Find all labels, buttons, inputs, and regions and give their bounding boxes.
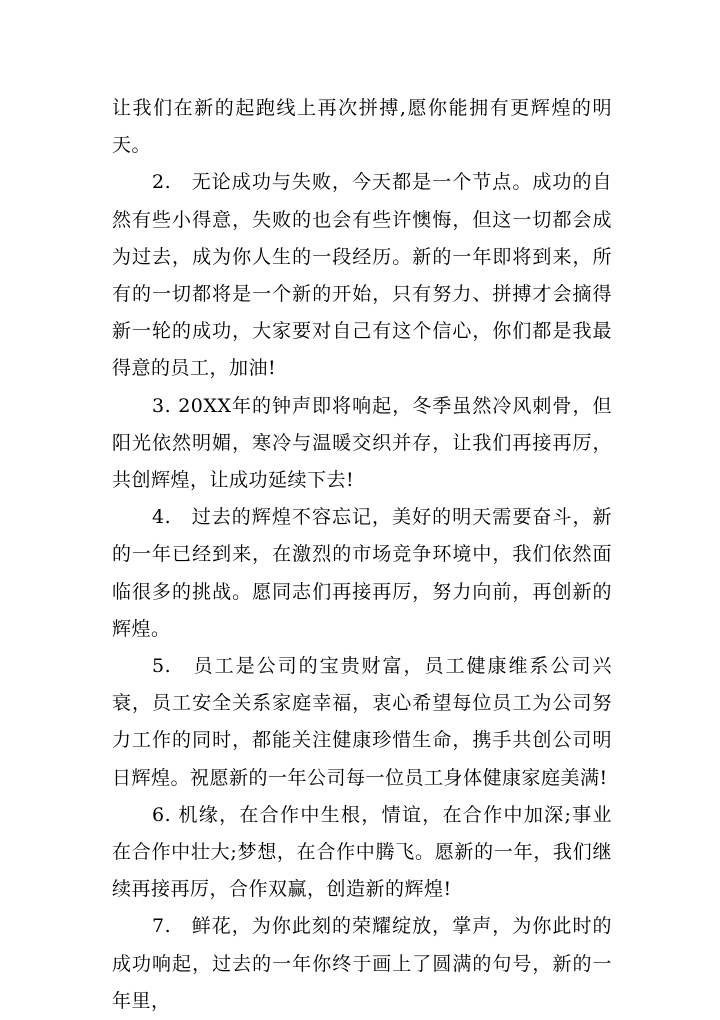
paragraph-continuation: 让我们在新的起跑线上再次拼搏,愿你能拥有更辉煌的明天。: [112, 97, 612, 157]
document-body: [112, 90, 612, 1020]
paragraph-item-4: 4. 过去的辉煌不容忘记，美好的明天需要奋斗，新的一年已经到来，在激烈的市场竞争环境中，我们依然面临很多的挑战。愿同志们再接再厉，努力向前，再创新的辉煌。: [112, 506, 612, 640]
paragraph-item-2: 2. 无论成功与失败，今天都是一个节点。成功的自然有些小得意，失败的也会有些许懊悔，但这一切都会成为过去，成为你人生的一段经历。新的一年即将到来，所有的一切都将是一个新的开始，只有努力、拼搏才会摘得新一轮的成功，大家要对自己有这个信心，你们都是我最得意的员工，加油!: [112, 171, 612, 380]
paragraph-item-3: 3. 20XX年的钟声即将响起，冬季虽然冷风刺骨，但阳光依然明媚，寒冷与温暖交织并存，让我们再接再厉，共创辉煌，让成功延续下去!: [112, 394, 612, 492]
paragraph-item-6: 6. 机缘，在合作中生根，情谊，在合作中加深;事业在合作中壮大;梦想，在合作中腾飞。愿新的一年，我们继续再接再厉，合作双赢，创造新的辉煌!: [112, 803, 612, 901]
paragraph-item-5: 5. 员工是公司的宝贵财富，员工健康维系公司兴衰，员工安全关系家庭幸福，衷心希望每位员工为公司努力工作的同时，都能关注健康珍惜生命，携手共创公司明日辉煌。祝愿新的一年公司每一位员工身体健康家庭美满!: [112, 655, 612, 789]
paragraph-item-7: 7. 鲜花，为你此刻的荣耀绽放，掌声，为你此时的成功响起，过去的一年你终于画上了圆满的句号，新的一年里，: [112, 915, 612, 1012]
